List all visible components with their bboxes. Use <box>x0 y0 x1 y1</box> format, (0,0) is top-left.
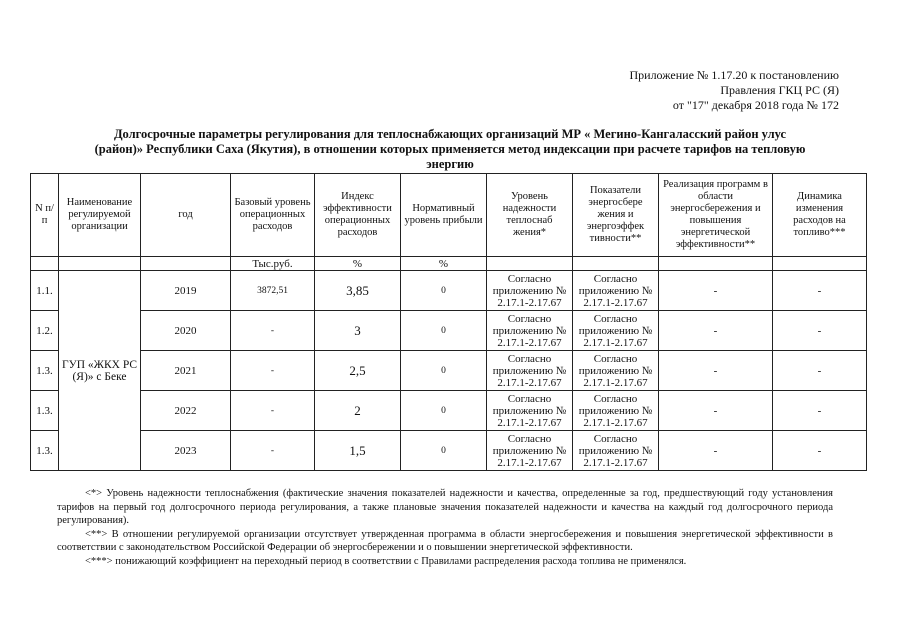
header-num: N п/п <box>31 174 59 257</box>
row-program: - <box>659 431 773 471</box>
document-title: Долгосрочные параметры регулирования для теплоснабжающих организаций МР « Мегино-Кангаласский район улус (район)» Республики Саха (Якутия), в отношении которых применяется метод индексации при расчете тарифов на тепловую энергию <box>94 127 806 171</box>
units-cell <box>141 257 231 271</box>
footnotes <box>57 487 833 568</box>
table-row <box>31 391 867 431</box>
header-profit: Нормативный уровень прибыли <box>401 174 487 257</box>
header-energy: Показатели энергосбере жения и энергоэффек тивности** <box>573 174 659 257</box>
row-index: 3 <box>315 311 401 351</box>
footnote-energy-program: <**> В отношении регулируемой организации отсутствует утвержденная программа в области энергосбережения и повышения энергетической эффективности в соответствии с законодательством Российской Федерации об энергосбережении и о повышении энергетической эффективности. <box>57 528 833 553</box>
row-fuel: - <box>773 271 867 311</box>
row-year: 2019 <box>141 271 231 311</box>
units-index: % <box>315 257 401 271</box>
row-program: - <box>659 351 773 391</box>
appendix-reference <box>629 68 839 113</box>
row-num: 1.3. <box>31 351 59 391</box>
org-name: ГУП «ЖКХ РС (Я)» с Беке <box>59 271 141 471</box>
row-profit: 0 <box>401 271 487 311</box>
footnote-fuel: <***> понижающий коэффициент на переходный период в соответствии с Правилами распределения расхода топлива не применялся. <box>85 555 687 567</box>
units-base: Тыс.руб. <box>231 257 315 271</box>
row-energy: Согласно приложению № 2.17.1-2.17.67 <box>573 311 659 351</box>
row-program: - <box>659 311 773 351</box>
header-fuel: Динамика изменения расходов на топливо*** <box>773 174 867 257</box>
header-index: Индекс эффективности операционных расходов <box>315 174 401 257</box>
row-num: 1.3. <box>31 431 59 471</box>
row-index: 2,5 <box>315 351 401 391</box>
header-org: Наименование регулируемой организации <box>59 174 141 257</box>
row-base: 3872,51 <box>231 271 315 311</box>
row-index: 3,85 <box>315 271 401 311</box>
row-program: - <box>659 271 773 311</box>
row-profit: 0 <box>401 391 487 431</box>
footnote-reliability: <*> Уровень надежности теплоснабжения (фактические значения показателей надежности и качества, определенные за год, предшествующий году установления тарифов на первый год долгосрочного периода регулирования, а также плановые значения показателей надежности и качества на каждый год долгосрочного периода регулирования). <box>57 488 833 526</box>
parameters-table <box>30 173 867 471</box>
appendix-line-1: Приложение № 1.17.20 к постановлению <box>629 68 839 82</box>
row-program: - <box>659 391 773 431</box>
row-fuel: - <box>773 391 867 431</box>
table-row <box>31 351 867 391</box>
row-index: 1,5 <box>315 431 401 471</box>
row-num: 1.1. <box>31 271 59 311</box>
units-cell <box>31 257 59 271</box>
row-reliability: Согласно приложению № 2.17.1-2.17.67 <box>487 391 573 431</box>
header-year: год <box>141 174 231 257</box>
table-row <box>31 271 867 311</box>
row-reliability: Согласно приложению № 2.17.1-2.17.67 <box>487 311 573 351</box>
row-energy: Согласно приложению № 2.17.1-2.17.67 <box>573 391 659 431</box>
row-base: - <box>231 391 315 431</box>
row-fuel: - <box>773 351 867 391</box>
row-reliability: Согласно приложению № 2.17.1-2.17.67 <box>487 351 573 391</box>
row-year: 2020 <box>141 311 231 351</box>
units-cell <box>773 257 867 271</box>
table-row <box>31 311 867 351</box>
row-profit: 0 <box>401 351 487 391</box>
row-energy: Согласно приложению № 2.17.1-2.17.67 <box>573 431 659 471</box>
header-row <box>31 174 867 257</box>
units-cell <box>487 257 573 271</box>
header-base: Базовый уровень операционных расходов <box>231 174 315 257</box>
row-fuel: - <box>773 431 867 471</box>
units-profit: % <box>401 257 487 271</box>
row-base: - <box>231 431 315 471</box>
row-energy: Согласно приложению № 2.17.1-2.17.67 <box>573 271 659 311</box>
row-base: - <box>231 311 315 351</box>
row-year: 2021 <box>141 351 231 391</box>
row-num: 1.3. <box>31 391 59 431</box>
row-fuel: - <box>773 311 867 351</box>
row-index: 2 <box>315 391 401 431</box>
appendix-line-2: Правления ГКЦ РС (Я) <box>720 83 839 97</box>
units-cell <box>573 257 659 271</box>
appendix-line-3: от "17" декабря 2018 года № 172 <box>672 98 839 112</box>
row-num: 1.2. <box>31 311 59 351</box>
row-profit: 0 <box>401 431 487 471</box>
row-reliability: Согласно приложению № 2.17.1-2.17.67 <box>487 271 573 311</box>
row-reliability: Согласно приложению № 2.17.1-2.17.67 <box>487 431 573 471</box>
units-row <box>31 257 867 271</box>
row-year: 2023 <box>141 431 231 471</box>
header-reliability: Уровень надежности теплоснаб жения* <box>487 174 573 257</box>
row-base: - <box>231 351 315 391</box>
row-year: 2022 <box>141 391 231 431</box>
row-energy: Согласно приложению № 2.17.1-2.17.67 <box>573 351 659 391</box>
table-row <box>31 431 867 471</box>
units-cell <box>59 257 141 271</box>
header-program: Реализация программ в области энергосбережения и повышения энергетической эффективности** <box>659 174 773 257</box>
units-cell <box>659 257 773 271</box>
row-profit: 0 <box>401 311 487 351</box>
